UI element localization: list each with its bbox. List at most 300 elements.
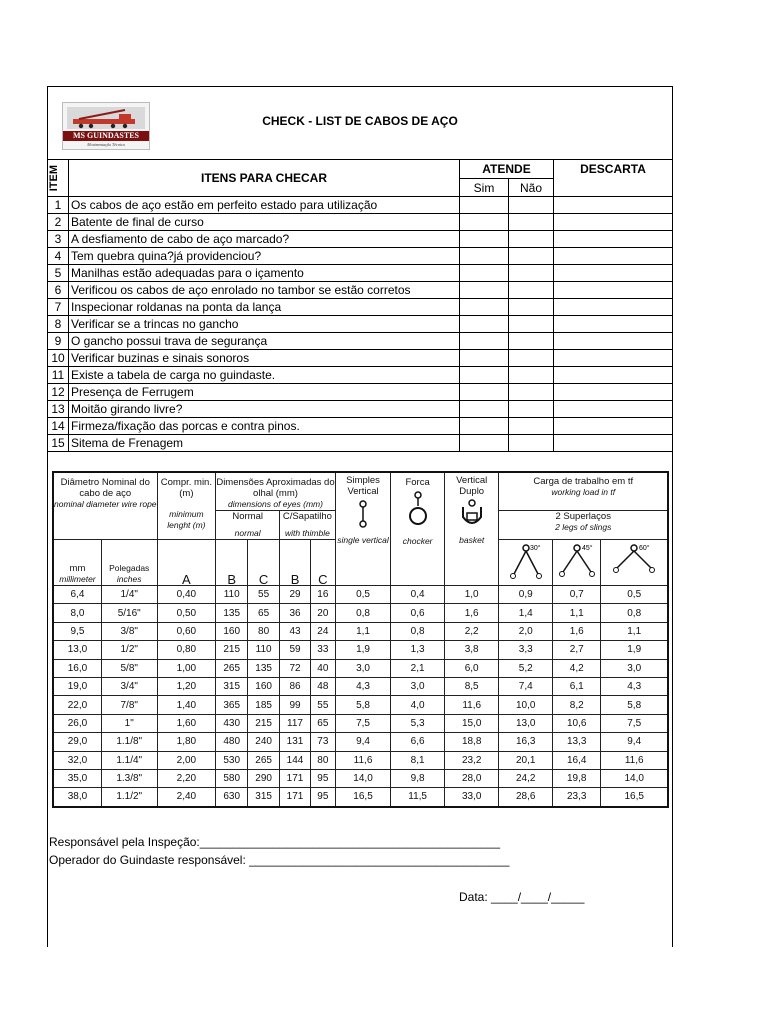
sim-cell[interactable]	[460, 333, 509, 350]
nao-cell[interactable]	[509, 282, 554, 299]
descarta-cell[interactable]	[554, 265, 673, 282]
item-number: 9	[48, 333, 69, 350]
descarta-cell[interactable]	[554, 435, 673, 452]
table-cell: 1,00	[157, 659, 216, 677]
item-number: 4	[48, 248, 69, 265]
table-cell: 33	[310, 641, 335, 659]
table-cell: 185	[248, 696, 280, 714]
table-cell: 0,40	[157, 586, 216, 604]
table-cell: 28,0	[444, 769, 499, 787]
table-cell: 11,6	[444, 696, 499, 714]
table-row	[53, 677, 668, 695]
angle-45-header	[553, 540, 601, 586]
sim-cell[interactable]	[460, 265, 509, 282]
mm-header: mm millimeter	[53, 540, 101, 586]
descarta-cell[interactable]	[554, 248, 673, 265]
table-cell: 215	[216, 641, 248, 659]
table-row	[53, 788, 668, 807]
item-column-header: ITEM	[48, 160, 69, 197]
table-cell: 630	[216, 788, 248, 807]
table-cell: 290	[248, 769, 280, 787]
table-cell: 135	[216, 604, 248, 622]
table-cell: 6,0	[444, 659, 499, 677]
thimble-header: C/Sapatilho with thimble	[280, 511, 336, 540]
two-legs-header: 2 Superlaços 2 legs of slings	[499, 511, 668, 540]
sim-cell[interactable]	[460, 435, 509, 452]
table-cell: 72	[280, 659, 311, 677]
table-cell: 1.1/2"	[101, 788, 157, 807]
table-cell: 8,1	[391, 751, 445, 769]
table-cell: 1/4"	[101, 586, 157, 604]
table-cell: 1.1/4"	[101, 751, 157, 769]
table-cell: 2,20	[157, 769, 216, 787]
eye-dimensions-header: Dimensões Aproximadas do olhal (mm) dimensions of eyes (mm)	[216, 472, 336, 511]
table-cell: 1.1/8"	[101, 733, 157, 751]
descarta-cell[interactable]	[554, 333, 673, 350]
cable-reference-table	[52, 471, 669, 808]
table-cell: 6,4	[53, 586, 101, 604]
item-number: 15	[48, 435, 69, 452]
table-cell: 4,0	[391, 696, 445, 714]
table-cell: 1,6	[553, 622, 601, 640]
table-cell: 0,8	[335, 604, 391, 622]
table-cell: 24,2	[499, 769, 553, 787]
descarta-cell[interactable]	[554, 418, 673, 435]
logo-brand: MS GUINDASTES	[63, 131, 149, 141]
table-cell: 240	[248, 733, 280, 751]
item-text: Verificar se a trincas no gancho	[69, 316, 460, 333]
operator-signature-line: Operador do Guindaste responsável: _______________________________________	[49, 853, 510, 867]
table-cell: 0,8	[391, 622, 445, 640]
working-load-header: Carga de trabalho em tf working load in tf	[499, 472, 668, 511]
angle-60-header	[601, 540, 668, 586]
table-cell: 160	[216, 622, 248, 640]
table-cell: 48	[310, 677, 335, 695]
table-cell: 95	[310, 769, 335, 787]
descarta-cell[interactable]	[554, 282, 673, 299]
inches-header: Polegadas inches	[101, 540, 157, 586]
table-cell: 1,60	[157, 714, 216, 732]
table-cell: 4,3	[601, 677, 668, 695]
table-cell: 530	[216, 751, 248, 769]
table-cell: 5,8	[335, 696, 391, 714]
table-cell: 1,6	[444, 604, 499, 622]
item-number: 6	[48, 282, 69, 299]
sim-cell[interactable]	[460, 316, 509, 333]
nao-cell[interactable]	[509, 231, 554, 248]
table-cell: 315	[216, 677, 248, 695]
table-cell: 480	[216, 733, 248, 751]
choker-header: Forca chocker	[391, 472, 445, 586]
table-cell: 315	[248, 788, 280, 807]
table-cell: 8,0	[53, 604, 101, 622]
item-text: A desfiamento de cabo de aço marcado?	[69, 231, 460, 248]
basket-sling-icon	[459, 499, 485, 529]
table-row	[53, 714, 668, 732]
table-cell: 1,1	[335, 622, 391, 640]
sim-cell[interactable]	[460, 367, 509, 384]
table-row	[53, 751, 668, 769]
table-row	[48, 282, 673, 299]
table-cell: 10,0	[499, 696, 553, 714]
table-cell: 29	[280, 586, 311, 604]
normal-c-header: C	[248, 540, 280, 586]
table-cell: 135	[248, 659, 280, 677]
nao-cell[interactable]	[509, 401, 554, 418]
nao-column-header: Não	[509, 179, 554, 197]
table-cell: 40	[310, 659, 335, 677]
descarta-cell[interactable]	[554, 316, 673, 333]
sim-cell[interactable]	[460, 384, 509, 401]
table-cell: 0,7	[553, 586, 601, 604]
table-cell: 1,0	[444, 586, 499, 604]
nao-cell[interactable]	[509, 316, 554, 333]
table-cell: 0,4	[391, 586, 445, 604]
table-cell: 14,0	[335, 769, 391, 787]
table-cell: 65	[248, 604, 280, 622]
sim-cell[interactable]	[460, 418, 509, 435]
item-number: 7	[48, 299, 69, 316]
table-row	[48, 299, 673, 316]
nao-cell[interactable]	[509, 214, 554, 231]
table-row	[53, 659, 668, 677]
table-cell: 131	[280, 733, 311, 751]
crane-truck-icon	[67, 107, 145, 129]
table-cell: 7,4	[499, 677, 553, 695]
descarta-cell[interactable]	[554, 384, 673, 401]
table-cell: 20	[310, 604, 335, 622]
sim-cell[interactable]	[460, 248, 509, 265]
table-cell: 8,2	[553, 696, 601, 714]
table-cell: 7/8"	[101, 696, 157, 714]
table-cell: 3,3	[499, 641, 553, 659]
table-cell: 171	[280, 788, 311, 807]
sling-angle-45-icon	[557, 542, 597, 582]
nao-cell[interactable]	[509, 384, 554, 401]
item-text: Firmeza/fixação das porcas e contra pinos.	[69, 418, 460, 435]
table-cell: 9,8	[391, 769, 445, 787]
sim-cell[interactable]	[460, 299, 509, 316]
descarta-cell[interactable]	[554, 197, 673, 214]
item-number: 5	[48, 265, 69, 282]
table-cell: 2,40	[157, 788, 216, 807]
table-cell: 1,3	[391, 641, 445, 659]
table-cell: 171	[280, 769, 311, 787]
sim-column-header: Sim	[460, 179, 509, 197]
item-number: 14	[48, 418, 69, 435]
table-cell: 3,0	[335, 659, 391, 677]
atende-column-header: ATENDE	[460, 160, 554, 179]
sim-cell[interactable]	[460, 197, 509, 214]
table-cell: 1,9	[601, 641, 668, 659]
item-number: 8	[48, 316, 69, 333]
choker-sling-icon	[407, 490, 429, 526]
nao-cell[interactable]	[509, 435, 554, 452]
table-cell: 1,40	[157, 696, 216, 714]
single-vertical-header: Simples Vertical single vertical	[335, 472, 391, 586]
table-cell: 580	[216, 769, 248, 787]
item-text: O gancho possui trava de segurança	[69, 333, 460, 350]
table-cell: 35,0	[53, 769, 101, 787]
item-text: Presença de Ferrugem	[69, 384, 460, 401]
table-row	[48, 435, 673, 452]
item-text: Manilhas estão adequadas para o içamento	[69, 265, 460, 282]
table-cell: 144	[280, 751, 311, 769]
table-cell: 33,0	[444, 788, 499, 807]
table-cell: 80	[310, 751, 335, 769]
table-cell: 59	[280, 641, 311, 659]
table-row	[48, 265, 673, 282]
normal-b-header: B	[216, 540, 248, 586]
table-cell: 0,5	[601, 586, 668, 604]
table-cell: 1,20	[157, 677, 216, 695]
nao-cell[interactable]	[509, 367, 554, 384]
descarta-cell[interactable]	[554, 299, 673, 316]
length-header: Compr. min.(m) minimum lenght (m)	[157, 472, 216, 540]
table-cell: 13,0	[53, 641, 101, 659]
svg-text:30°: 30°	[529, 545, 541, 552]
table-cell: 2,2	[444, 622, 499, 640]
table-cell: 23,3	[553, 788, 601, 807]
svg-text:60°: 60°	[639, 545, 650, 552]
table-cell: 110	[248, 641, 280, 659]
angle-30-header	[499, 540, 553, 586]
descarta-cell[interactable]	[554, 401, 673, 418]
table-row	[48, 316, 673, 333]
sim-cell[interactable]	[460, 214, 509, 231]
table-cell: 24	[310, 622, 335, 640]
table-cell: 32,0	[53, 751, 101, 769]
table-cell: 2,0	[499, 622, 553, 640]
table-cell: 19,8	[553, 769, 601, 787]
svg-text:45°: 45°	[581, 545, 593, 552]
table-cell: 55	[310, 696, 335, 714]
thimble-b-header: B	[280, 540, 311, 586]
table-cell: 9,4	[335, 733, 391, 751]
diameter-header: Diâmetro Nominal do cabo de aço nominal diameter wire rope	[53, 472, 157, 540]
table-cell: 19,0	[53, 677, 101, 695]
length-a-header: A	[157, 540, 216, 586]
table-cell: 20,1	[499, 751, 553, 769]
item-number: 11	[48, 367, 69, 384]
thimble-c-header: C	[310, 540, 335, 586]
table-cell: 6,6	[391, 733, 445, 751]
table-cell: 7,5	[601, 714, 668, 732]
table-cell: 11,6	[601, 751, 668, 769]
sim-cell[interactable]	[460, 282, 509, 299]
sim-cell[interactable]	[460, 350, 509, 367]
table-cell: 23,2	[444, 751, 499, 769]
table-cell: 4,2	[553, 659, 601, 677]
item-text: Verificou os cabos de aço enrolado no tambor se estão corretos	[69, 282, 460, 299]
table-cell: 13,0	[499, 714, 553, 732]
table-cell: 14,0	[601, 769, 668, 787]
table-cell: 2,7	[553, 641, 601, 659]
table-cell: 10,6	[553, 714, 601, 732]
table-cell: 55	[248, 586, 280, 604]
table-cell: 5,2	[499, 659, 553, 677]
table-cell: 0,8	[601, 604, 668, 622]
checklist-table	[47, 159, 673, 452]
sling-angle-60-icon	[612, 542, 656, 582]
table-row	[53, 604, 668, 622]
table-row	[53, 641, 668, 659]
table-cell: 1,80	[157, 733, 216, 751]
table-cell: 1,4	[499, 604, 553, 622]
item-text: Moitão girando livre?	[69, 401, 460, 418]
table-row	[53, 696, 668, 714]
table-cell: 16,3	[499, 733, 553, 751]
single-vertical-sling-icon	[355, 499, 371, 529]
table-cell: 36	[280, 604, 311, 622]
table-cell: 265	[248, 751, 280, 769]
table-cell: 5,3	[391, 714, 445, 732]
table-cell: 11,6	[335, 751, 391, 769]
nao-cell[interactable]	[509, 299, 554, 316]
item-text: Inspecionar roldanas na ponta da lança	[69, 299, 460, 316]
table-cell: 117	[280, 714, 311, 732]
table-cell: 365	[216, 696, 248, 714]
table-cell: 0,80	[157, 641, 216, 659]
table-cell: 2,00	[157, 751, 216, 769]
table-cell: 8,5	[444, 677, 499, 695]
nao-cell[interactable]	[509, 350, 554, 367]
table-cell: 1,1	[553, 604, 601, 622]
table-row	[48, 333, 673, 350]
table-cell: 110	[216, 586, 248, 604]
descarta-cell[interactable]	[554, 367, 673, 384]
table-cell: 16,5	[335, 788, 391, 807]
table-cell: 5/8"	[101, 659, 157, 677]
nao-cell[interactable]	[509, 333, 554, 350]
descarta-column-header: DESCARTA	[554, 160, 673, 197]
table-row	[48, 231, 673, 248]
table-cell: 3,0	[391, 677, 445, 695]
table-cell: 7,5	[335, 714, 391, 732]
table-row	[48, 248, 673, 265]
items-column-header: ITENS PARA CHECAR	[69, 160, 460, 197]
table-cell: 43	[280, 622, 311, 640]
item-text: Verificar buzinas e sinais sonoros	[69, 350, 460, 367]
item-number: 12	[48, 384, 69, 401]
table-cell: 1.3/8"	[101, 769, 157, 787]
table-row	[53, 586, 668, 604]
table-cell: 80	[248, 622, 280, 640]
normal-header: Normal normal	[216, 511, 280, 540]
item-text: Os cabos de aço estão em perfeito estado para utilização	[69, 197, 460, 214]
table-cell: 22,0	[53, 696, 101, 714]
table-cell: 0,9	[499, 586, 553, 604]
company-logo	[62, 102, 150, 150]
table-row	[48, 350, 673, 367]
basket-header: Vertical Duplo basket	[444, 472, 499, 586]
table-cell: 1"	[101, 714, 157, 732]
table-cell: 160	[248, 677, 280, 695]
table-cell: 16,5	[601, 788, 668, 807]
nao-cell[interactable]	[509, 197, 554, 214]
item-text: Batente de final de curso	[69, 214, 460, 231]
item-number: 1	[48, 197, 69, 214]
table-row	[48, 384, 673, 401]
table-cell: 28,6	[499, 788, 553, 807]
table-row	[53, 622, 668, 640]
table-cell: 0,50	[157, 604, 216, 622]
table-cell: 4,3	[335, 677, 391, 695]
table-row	[48, 367, 673, 384]
table-cell: 9,4	[601, 733, 668, 751]
table-cell: 15,0	[444, 714, 499, 732]
item-text: Tem quebra quina?já providenciou?	[69, 248, 460, 265]
item-number: 3	[48, 231, 69, 248]
item-text: Existe a tabela de carga no guindaste.	[69, 367, 460, 384]
table-row	[48, 197, 673, 214]
table-row	[53, 733, 668, 751]
table-cell: 2,1	[391, 659, 445, 677]
table-cell: 5/16"	[101, 604, 157, 622]
nao-cell[interactable]	[509, 418, 554, 435]
table-cell: 16,4	[553, 751, 601, 769]
table-cell: 1,1	[601, 622, 668, 640]
nao-cell[interactable]	[509, 265, 554, 282]
descarta-cell[interactable]	[554, 350, 673, 367]
item-number: 13	[48, 401, 69, 418]
inspector-signature-line: Responsável pela Inspeção:_____________________________________________	[49, 835, 501, 849]
table-cell: 3,0	[601, 659, 668, 677]
table-row	[48, 214, 673, 231]
table-cell: 1,9	[335, 641, 391, 659]
table-row	[48, 418, 673, 435]
table-cell: 29,0	[53, 733, 101, 751]
table-cell: 0,5	[335, 586, 391, 604]
table-cell: 11,5	[391, 788, 445, 807]
table-cell: 73	[310, 733, 335, 751]
page-title: CHECK - LIST DE CABOS DE AÇO	[262, 114, 458, 128]
table-cell: 95	[310, 788, 335, 807]
table-cell: 99	[280, 696, 311, 714]
table-cell: 86	[280, 677, 311, 695]
item-text: Sitema de Frenagem	[69, 435, 460, 452]
table-cell: 13,3	[553, 733, 601, 751]
table-cell: 16	[310, 586, 335, 604]
table-cell: 5,8	[601, 696, 668, 714]
table-cell: 3,8	[444, 641, 499, 659]
date-line: Data: ____/____/_____	[459, 890, 585, 904]
table-cell: 18,8	[444, 733, 499, 751]
sim-cell[interactable]	[460, 401, 509, 418]
table-cell: 3/8"	[101, 622, 157, 640]
logo-tagline: Movimentação Técnica	[87, 142, 125, 147]
item-number: 10	[48, 350, 69, 367]
table-cell: 430	[216, 714, 248, 732]
table-cell: 6,1	[553, 677, 601, 695]
sim-cell[interactable]	[460, 231, 509, 248]
descarta-cell[interactable]	[554, 214, 673, 231]
table-cell: 38,0	[53, 788, 101, 807]
table-cell: 16,0	[53, 659, 101, 677]
nao-cell[interactable]	[509, 248, 554, 265]
table-cell: 265	[216, 659, 248, 677]
table-cell: 26,0	[53, 714, 101, 732]
descarta-cell[interactable]	[554, 231, 673, 248]
table-cell: 1/2"	[101, 641, 157, 659]
table-cell: 3/4"	[101, 677, 157, 695]
item-number: 2	[48, 214, 69, 231]
table-row	[53, 769, 668, 787]
table-cell: 0,60	[157, 622, 216, 640]
table-cell: 9,5	[53, 622, 101, 640]
table-cell: 0,6	[391, 604, 445, 622]
table-cell: 215	[248, 714, 280, 732]
